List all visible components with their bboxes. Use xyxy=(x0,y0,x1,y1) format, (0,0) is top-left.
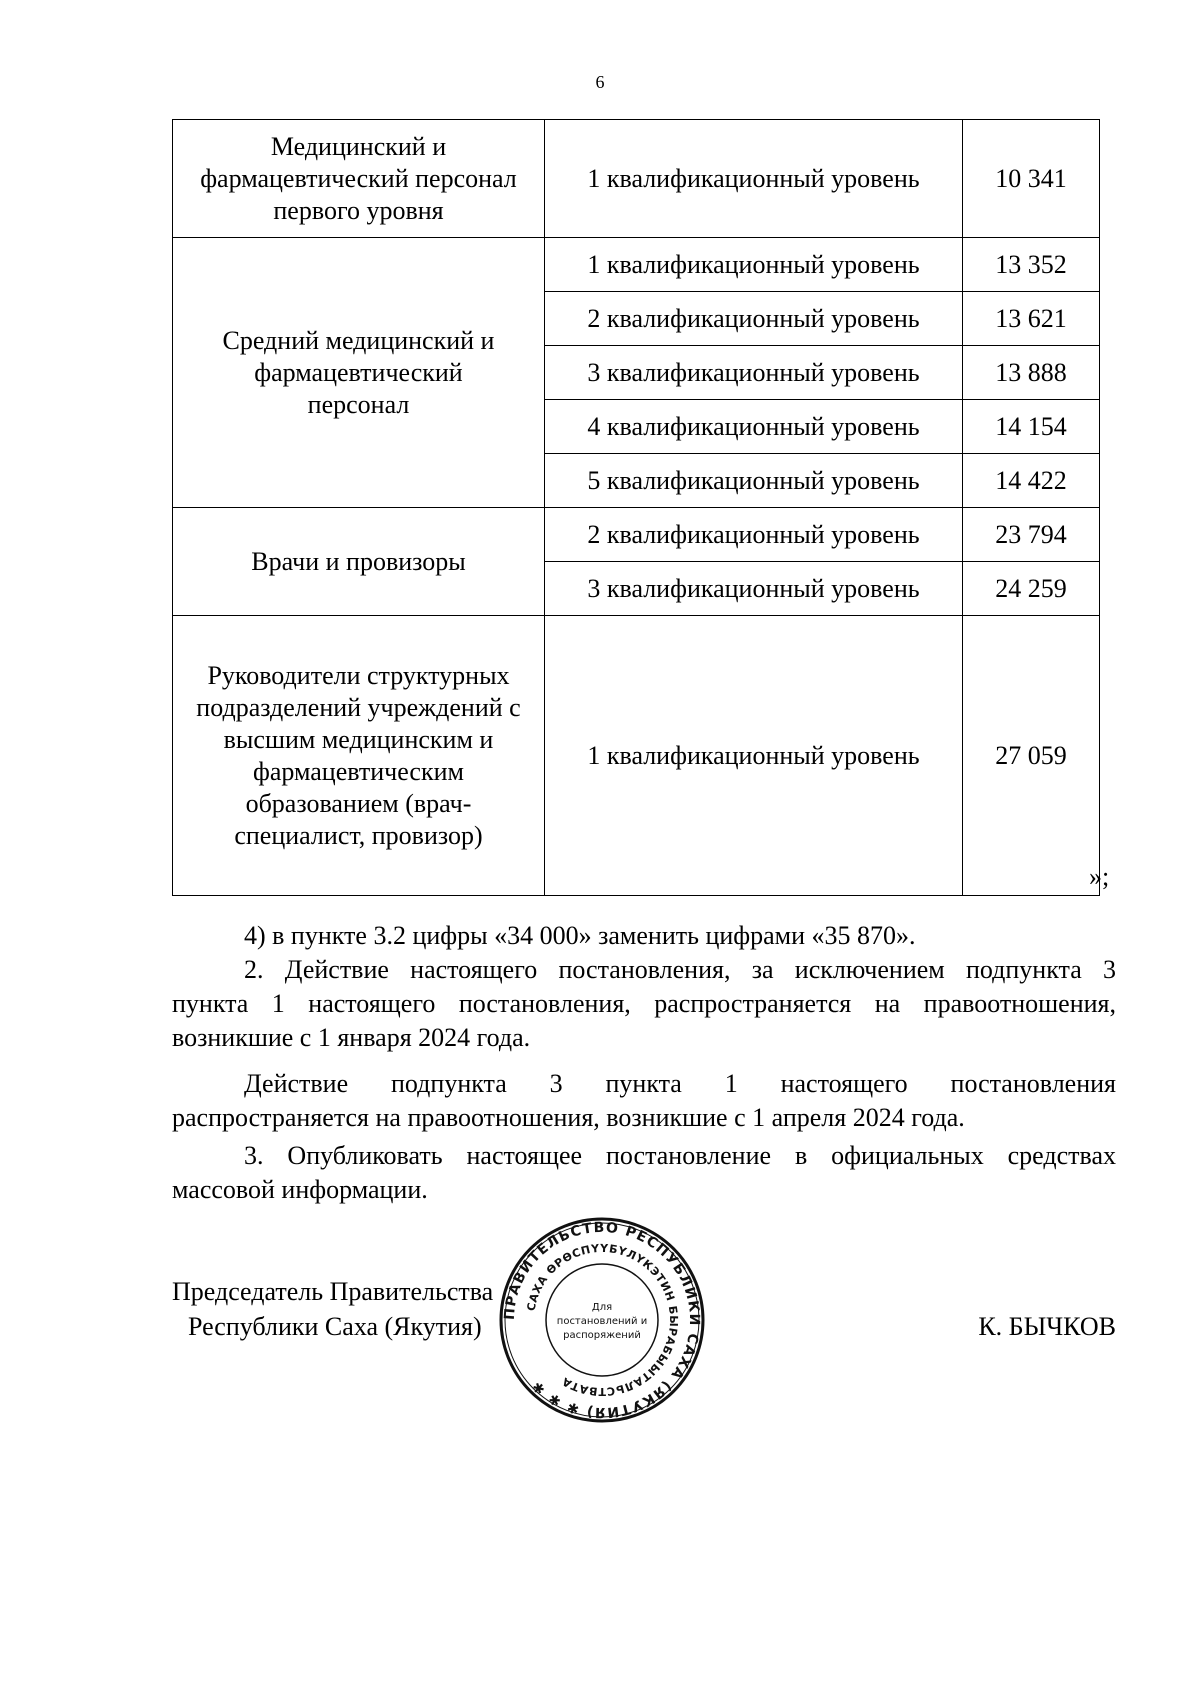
paragraph-text: 2. Действие настоящего постановления, за исключением подпункта 3 xyxy=(244,955,1116,984)
salary-cell: 14 422 xyxy=(963,454,1100,508)
salary-cell: 24 259 xyxy=(963,562,1100,616)
paragraph-text: 3. Опубликовать настоящее постановление в официальных средствах xyxy=(244,1141,1116,1170)
signatory-title-line: Республики Саха (Якутия) xyxy=(188,1312,482,1341)
paragraph-text: распространяется на правоотношения, возникшие с 1 апреля 2024 года. xyxy=(172,1103,965,1132)
paragraph-text: Действие подпункта 3 пункта 1 настоящего постановления xyxy=(244,1069,1116,1098)
paragraph-2 xyxy=(172,953,1116,1055)
category-cell: Врачи и провизоры xyxy=(173,508,545,616)
level-cell: 1 квалификационный уровень xyxy=(545,120,963,238)
category-cell: Руководители структурных подразделений учреждений с высшим медицинским и фармацевтическим образованием (врач-специалист, провизор) xyxy=(173,616,545,896)
paragraph-text: 4) в пункте 3.2 цифры «34 000» заменить цифрами «35 870». xyxy=(244,921,916,950)
page-number: 6 xyxy=(595,72,605,92)
paragraph-3 xyxy=(172,1139,1116,1207)
paragraph-text: пункта 1 настоящего постановления, распространяется на правоотношения, возникшие с 1 января 2024 года. xyxy=(172,989,1116,1052)
signatory-title xyxy=(172,1274,493,1344)
salary-cell: 23 794 xyxy=(963,508,1100,562)
paragraph-2b xyxy=(172,1067,1116,1135)
seal-outer-text: ПРАВИТЕЛЬСТВО РЕСПУБЛИКИ САХА (ЯКУТИЯ) ✱ ✱ ✱ xyxy=(501,1219,703,1421)
level-cell: 2 квалификационный уровень xyxy=(545,508,963,562)
paragraph-line xyxy=(172,1067,1116,1101)
salary-table xyxy=(172,119,1100,896)
seal-center-text: постановлений и xyxy=(556,1316,648,1327)
level-cell: 1 квалификационный уровень xyxy=(545,616,963,896)
seal-center-text: распоряжений xyxy=(563,1330,641,1341)
table-row xyxy=(173,508,1100,562)
salary-cell: 27 059 xyxy=(963,616,1100,896)
level-cell: 5 квалификационный уровень xyxy=(545,454,963,508)
seal-center-text: Для xyxy=(591,1302,613,1313)
official-seal xyxy=(497,1215,707,1425)
table-row xyxy=(173,120,1100,238)
table-row xyxy=(173,616,1100,896)
category-cell: Средний медицинский и фармацевтический персонал xyxy=(173,238,545,508)
category-cell: Медицинский и фармацевтический персонал первого уровня xyxy=(173,120,545,238)
level-cell: 2 квалификационный уровень xyxy=(545,292,963,346)
closing-quote: »; xyxy=(1089,862,1110,891)
seal-inner-text: САХА ӨРӨСПҮҮБҮЛҮКЭТИН БЫРАБЫЫТАЛЬСТВАТА xyxy=(524,1241,681,1399)
level-cell: 3 квалификационный уровень xyxy=(545,346,963,400)
table-row xyxy=(173,238,1100,292)
paragraph-text: массовой информации. xyxy=(172,1175,428,1204)
signatory-title-line: Председатель Правительства xyxy=(172,1277,494,1306)
salary-cell: 10 341 xyxy=(963,120,1100,238)
paragraph-item-4 xyxy=(172,919,1116,953)
paragraph-line xyxy=(172,953,1116,987)
salary-cell: 13 621 xyxy=(963,292,1100,346)
salary-cell: 13 888 xyxy=(963,346,1100,400)
level-cell: 3 квалификационный уровень xyxy=(545,562,963,616)
salary-cell: 14 154 xyxy=(963,400,1100,454)
level-cell: 1 квалификационный уровень xyxy=(545,238,963,292)
level-cell: 4 квалификационный уровень xyxy=(545,400,963,454)
paragraph-line xyxy=(172,1139,1116,1173)
salary-cell: 13 352 xyxy=(963,238,1100,292)
signatory-name: К. БЫЧКОВ xyxy=(978,1312,1116,1341)
